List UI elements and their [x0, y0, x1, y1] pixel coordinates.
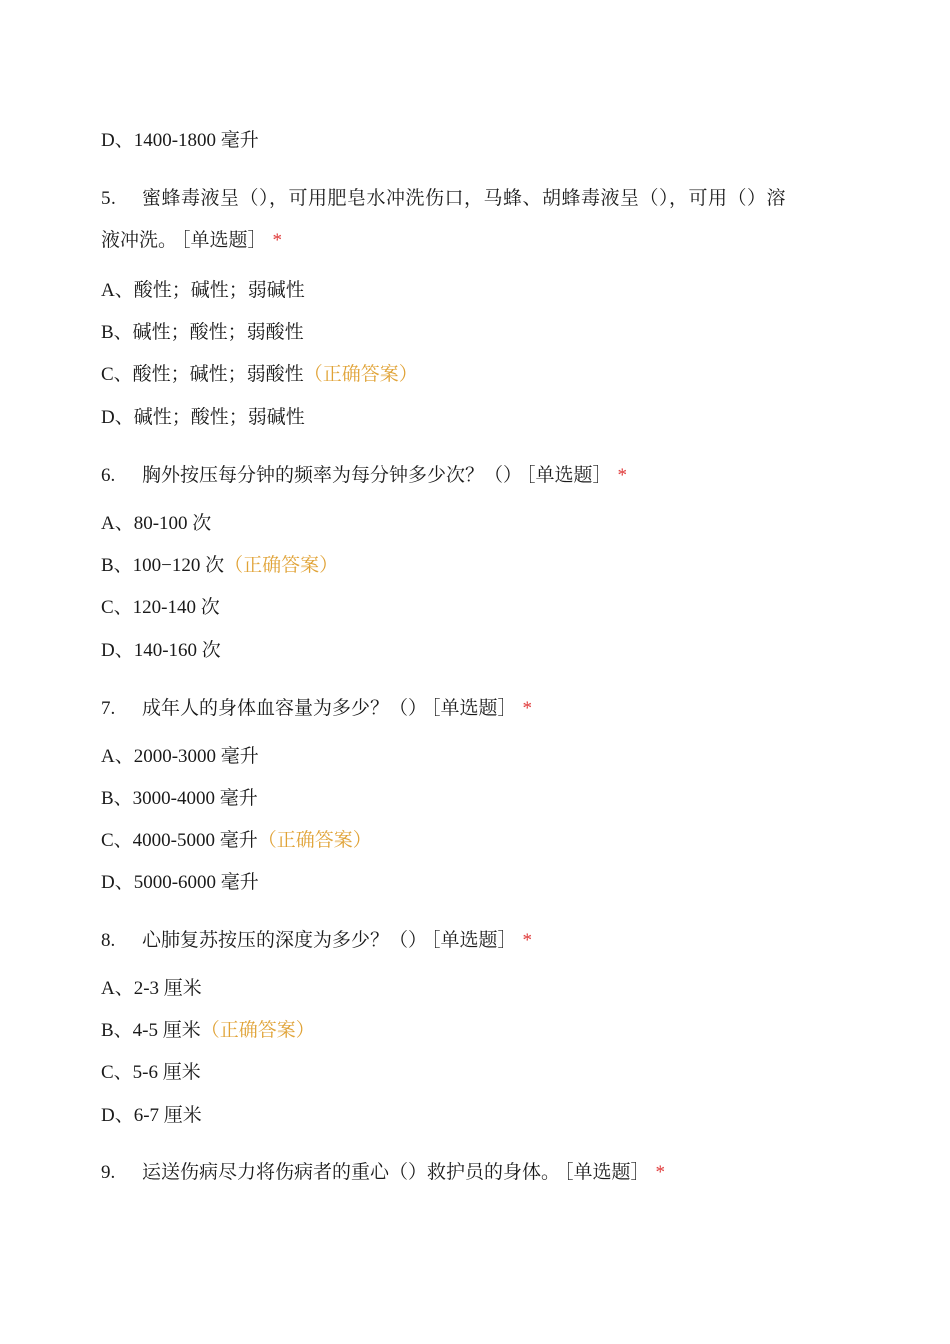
question-type: ［单选题］: [431, 930, 517, 951]
q8-option-c: [101, 1060, 201, 1086]
question-type: ［单选题］: [181, 230, 267, 251]
question-number: 7.: [101, 698, 116, 719]
question-text: 运送伤病尽力将伤病者的重心（）救护员的身体。: [142, 1162, 561, 1183]
option-label: A、酸性；碱性；弱碱性: [101, 280, 305, 301]
question-number: 9.: [101, 1162, 116, 1183]
q8-option-b: [101, 1018, 315, 1044]
q6-option-c: [101, 595, 220, 621]
option-label: D、140-160 次: [101, 640, 221, 661]
required-mark: *: [272, 230, 283, 251]
q6-option-d: [101, 638, 221, 664]
q7-option-c: [101, 828, 372, 854]
option-label: C、120-140 次: [101, 597, 220, 618]
option-label: D、6-7 厘米: [101, 1105, 202, 1126]
question-text: 液冲洗。: [101, 230, 178, 251]
option-label: A、2-3 厘米: [101, 978, 202, 999]
option-label: D、5000-6000 毫升: [101, 872, 259, 893]
option-label: B、3000-4000 毫升: [101, 788, 258, 809]
correct-answer-tag: （正确答案）: [200, 1020, 315, 1041]
q7-option-d: [101, 870, 259, 896]
correct-answer-tag: （正确答案）: [303, 364, 418, 385]
q5-option-b: [101, 320, 304, 346]
question-number: 6.: [101, 465, 116, 486]
option-label: B、100−120 次: [101, 555, 225, 576]
option-label: B、碱性；酸性；弱酸性: [101, 322, 304, 343]
question-text: 蜜蜂毒液呈（），可用肥皂水冲洗伤口，马蜂、胡蜂毒液呈（），可用（）溶: [142, 188, 787, 209]
q6-question: [101, 463, 627, 489]
q7-question: [101, 696, 532, 722]
q5-question-line2: [101, 228, 282, 254]
option-label: C、5-6 厘米: [101, 1062, 201, 1083]
correct-answer-tag: （正确答案）: [257, 830, 372, 851]
q5-option-d: [101, 405, 305, 431]
q8-option-d: [101, 1103, 202, 1129]
q5-question-line1: [101, 186, 786, 212]
q5-option-a: [101, 278, 305, 304]
q6-option-a: [101, 511, 211, 537]
q5-option-c: [101, 362, 418, 388]
required-mark: *: [617, 465, 628, 486]
q7-option-a: [101, 744, 259, 770]
option-label: D、1400-1800 毫升: [101, 130, 259, 151]
question-text: 心肺复苏按压的深度为多少？（）: [142, 930, 428, 951]
option-label: A、2000-3000 毫升: [101, 746, 259, 767]
required-mark: *: [655, 1162, 666, 1183]
question-type: ［单选题］: [564, 1162, 650, 1183]
q7-option-b: [101, 786, 258, 812]
option-label: B、4-5 厘米: [101, 1020, 201, 1041]
question-number: 5.: [101, 188, 117, 209]
option-label: A、80-100 次: [101, 513, 212, 534]
option-label: D、碱性；酸性；弱碱性: [101, 407, 305, 428]
correct-answer-tag: （正确答案）: [224, 555, 339, 576]
q6-option-b: [101, 553, 338, 579]
q9-question: [101, 1160, 665, 1186]
option-label: C、4000-5000 毫升: [101, 830, 258, 851]
q4-option-d: [101, 128, 259, 154]
q8-option-a: [101, 976, 202, 1002]
question-text: 胸外按压每分钟的频率为每分钟多少次？（）: [142, 465, 523, 486]
q8-question: [101, 928, 532, 954]
question-text: 成年人的身体血容量为多少？（）: [142, 698, 428, 719]
question-type: ［单选题］: [431, 698, 517, 719]
question-number: 8.: [101, 930, 116, 951]
option-label: C、酸性；碱性；弱酸性: [101, 364, 304, 385]
question-type: ［单选题］: [526, 465, 612, 486]
required-mark: *: [522, 698, 533, 719]
required-mark: *: [522, 930, 533, 951]
